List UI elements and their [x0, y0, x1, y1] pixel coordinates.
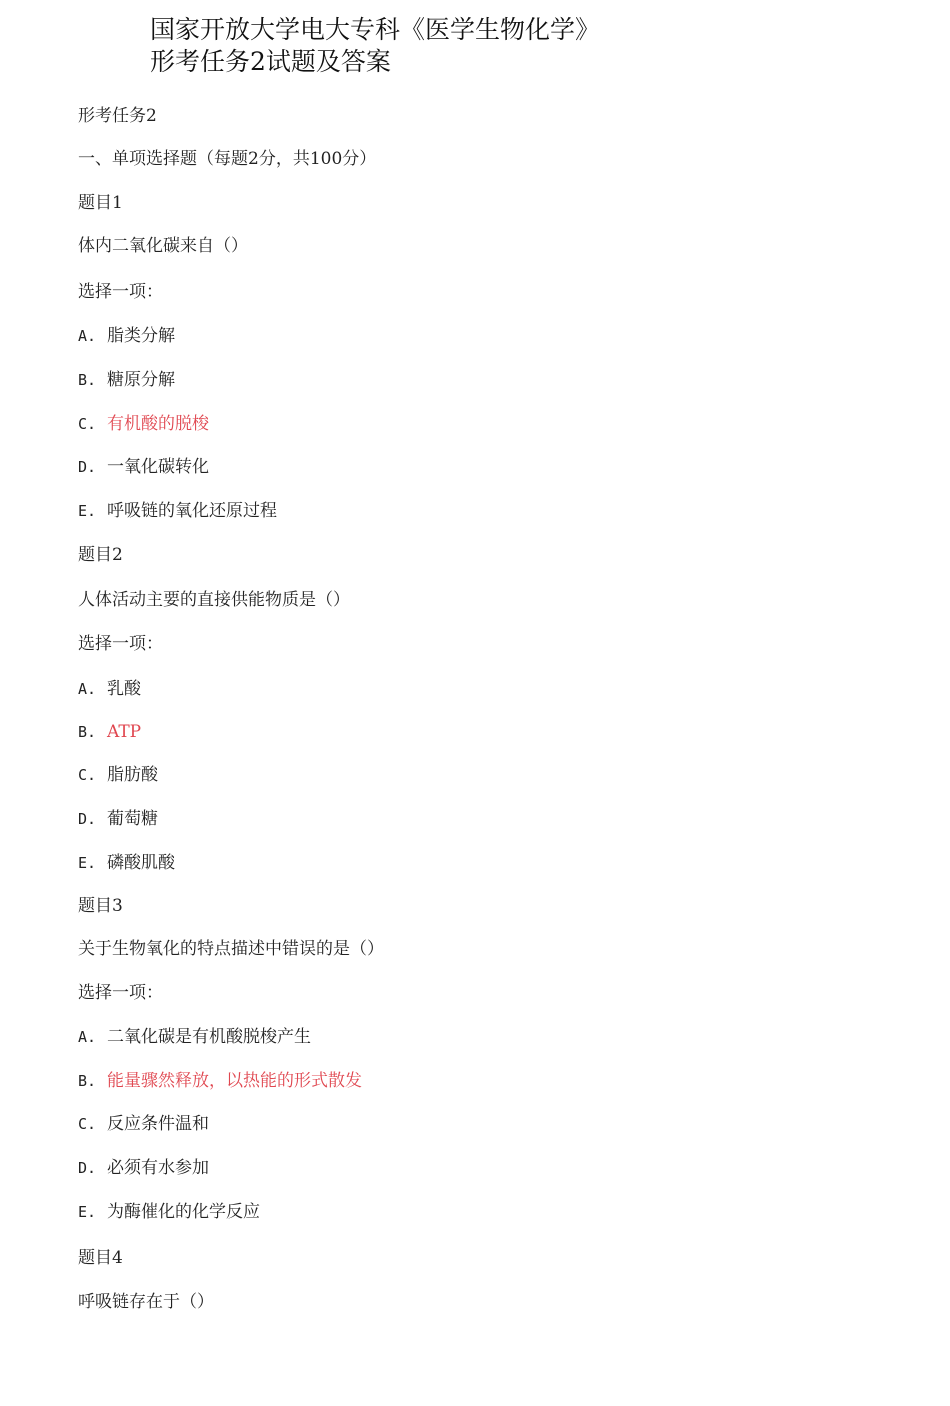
option-d: [78, 456, 209, 478]
option-text: 为酶催化的化学反应: [107, 1202, 260, 1222]
option-letter: B.: [78, 1072, 97, 1090]
option-c-correct: [78, 413, 209, 435]
correct-option-text: 有机酸的脱梭: [107, 414, 209, 434]
title-line-1: 国家开放大学电大专科《医学生物化学》: [150, 15, 601, 44]
task-label: 形考任务2: [78, 106, 157, 126]
option-letter: B.: [78, 371, 97, 389]
option-text: 磷酸肌酸: [107, 853, 175, 873]
choose-one-prompt: 选择一项：: [78, 634, 163, 654]
option-e: [78, 1201, 260, 1223]
question-label: 题目2: [78, 545, 123, 565]
option-letter: C.: [78, 766, 97, 784]
option-letter: A.: [78, 327, 97, 345]
option-b-correct: [78, 1070, 362, 1092]
question-stem: 关于生物氧化的特点描述中错误的是（）: [78, 939, 384, 959]
option-c: [78, 764, 158, 786]
option-text: 脂类分解: [107, 326, 175, 346]
question-label: 题目1: [78, 193, 123, 213]
question-stem: 体内二氧化碳来自（）: [78, 236, 248, 256]
option-letter: A.: [78, 680, 97, 698]
option-text: 呼吸链的氧化还原过程: [107, 501, 277, 521]
option-letter: B.: [78, 723, 97, 741]
option-text: 必须有水参加: [107, 1158, 209, 1178]
document-title: [150, 14, 600, 78]
option-e: [78, 500, 277, 522]
correct-option-text: ATP: [107, 722, 142, 742]
option-b-correct: [78, 721, 141, 743]
option-letter: E.: [78, 854, 97, 872]
option-d: [78, 1157, 209, 1179]
section-heading: 一、单项选择题（每题2分，共100分）: [78, 149, 377, 169]
option-text: 二氧化碳是有机酸脱梭产生: [107, 1027, 311, 1047]
question-label: 题目3: [78, 896, 123, 916]
option-a: [78, 1026, 311, 1048]
title-line-2: 形考任务2试题及答案: [150, 47, 391, 76]
option-letter: C.: [78, 415, 97, 433]
option-letter: C.: [78, 1115, 97, 1133]
option-text: 乳酸: [107, 679, 141, 699]
correct-option-text: 能量骤然释放，以热能的形式散发: [107, 1071, 362, 1091]
option-d: [78, 808, 158, 830]
option-b: [78, 369, 175, 391]
option-text: 糖原分解: [107, 370, 175, 390]
option-a: [78, 678, 141, 700]
option-letter: D.: [78, 458, 97, 476]
option-a: [78, 325, 175, 347]
choose-one-prompt: 选择一项：: [78, 983, 163, 1003]
option-letter: A.: [78, 1028, 97, 1046]
option-c: [78, 1113, 209, 1135]
option-letter: E.: [78, 502, 97, 520]
question-stem: 呼吸链存在于（）: [78, 1292, 214, 1312]
option-text: 一氧化碳转化: [107, 457, 209, 477]
option-letter: E.: [78, 1203, 97, 1221]
option-e: [78, 852, 175, 874]
question-stem: 人体活动主要的直接供能物质是（）: [78, 590, 350, 610]
option-letter: D.: [78, 1159, 97, 1177]
question-label: 题目4: [78, 1248, 123, 1268]
option-text: 脂肪酸: [107, 765, 158, 785]
option-text: 反应条件温和: [107, 1114, 209, 1134]
option-text: 葡萄糖: [107, 809, 158, 829]
option-letter: D.: [78, 810, 97, 828]
choose-one-prompt: 选择一项：: [78, 282, 163, 302]
